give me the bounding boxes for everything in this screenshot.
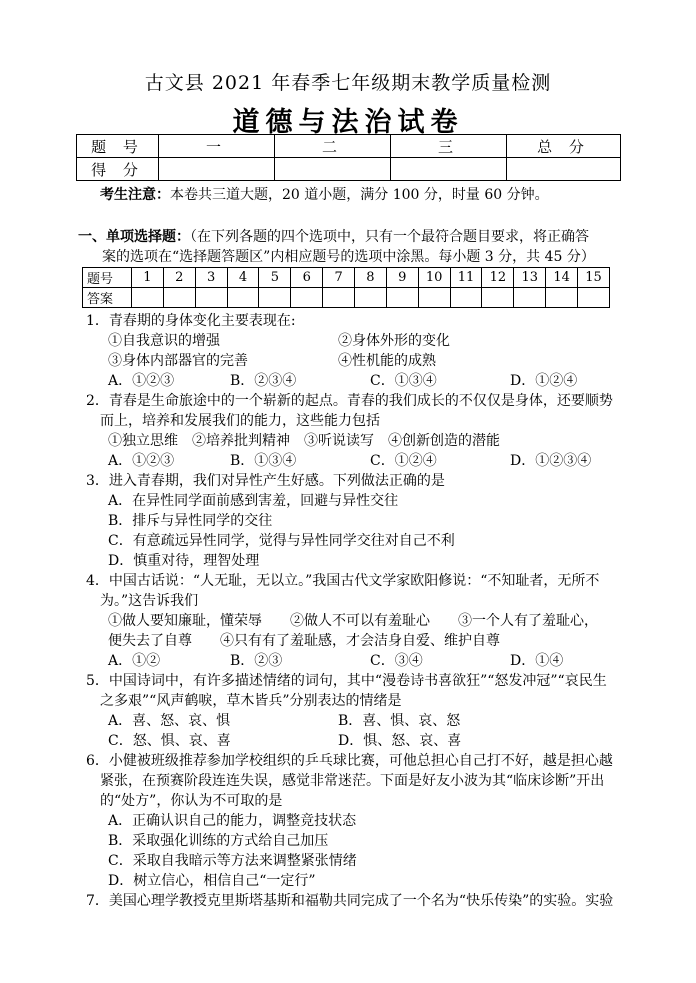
question-5 <box>86 671 616 751</box>
question-number: 14 <box>546 268 578 288</box>
answer-cell <box>259 288 291 308</box>
question-number: 4 <box>227 268 259 288</box>
option: B．①③④ <box>230 453 297 469</box>
section-instruction-line2: 案的选项在“选择题答题区”内相应题号的选项中涂黑。每小题 3 分，共 45 分） <box>102 249 595 265</box>
question-stem: 4．中国古话说：“人无耻，无以立。”我国古代文学家欧阳修说：“不知耻者，无所不为。”这告诉我们 <box>86 573 600 609</box>
score-header-cell: 总 分 <box>507 135 621 158</box>
answer-cell <box>450 288 482 308</box>
score-cell <box>159 158 275 181</box>
option-row <box>86 711 616 731</box>
question-number: 13 <box>514 268 546 288</box>
option: C．③④ <box>370 653 423 669</box>
score-header-cell: 二 <box>275 135 391 158</box>
question-4 <box>86 571 616 671</box>
option: A．在异性同学面前感到害羞，回避与异性交往 <box>108 493 399 509</box>
answer-cell <box>386 288 418 308</box>
notice-label: 考生注意： <box>100 187 170 203</box>
score-table-header-row <box>77 135 621 158</box>
score-table <box>76 134 621 181</box>
exam-title-line2: 道德与法治试卷 <box>232 107 464 138</box>
option-row <box>86 451 616 471</box>
question-number: 11 <box>450 268 482 288</box>
section-heading: 一、单项选择题： <box>78 229 190 245</box>
answer-cell <box>227 288 259 308</box>
score-cell <box>275 158 391 181</box>
answer-cell <box>546 288 578 308</box>
option: A．正确认识自己的能力，调整竞技状态 <box>108 813 357 829</box>
option: D．①②④ <box>510 373 578 389</box>
score-header-cell: 三 <box>391 135 507 158</box>
question-6 <box>86 751 616 891</box>
option: D．①②③④ <box>510 453 592 469</box>
option: B．②③④ <box>230 373 297 389</box>
option: C．怒、惧、哀、喜 <box>108 733 231 749</box>
answer-cell <box>514 288 546 308</box>
question-number: 9 <box>386 268 418 288</box>
question-number: 10 <box>418 268 450 288</box>
statement: ③身体内部器官的完善 <box>108 353 248 369</box>
option: A．①② <box>108 653 161 669</box>
question-list <box>86 311 616 911</box>
option: A．喜、怒、哀、惧 <box>108 713 231 729</box>
question-number: 15 <box>578 268 610 288</box>
answer-number-row <box>83 268 610 288</box>
question-number: 8 <box>355 268 387 288</box>
option: D．树立信心，相信自己“一定行” <box>108 873 316 889</box>
score-cell <box>507 158 621 181</box>
option: B．采取强化训练的方式给自己加压 <box>108 833 329 849</box>
question-1 <box>86 311 616 391</box>
answer-cell <box>578 288 610 308</box>
question-stem: 3．进入青春期，我们对异性产生好感。下列做法正确的是 <box>86 473 445 489</box>
option: C．①②④ <box>370 453 437 469</box>
answer-cell <box>482 288 514 308</box>
question-number: 1 <box>132 268 164 288</box>
statement-line: ①独立思维 ②培养批判精神 ③听说读写 ④创新创造的潜能 <box>108 433 500 449</box>
option: B．②③ <box>230 653 283 669</box>
question-7 <box>86 891 616 911</box>
question-number: 2 <box>163 268 195 288</box>
candidate-notice <box>100 184 549 204</box>
option-row <box>86 651 616 671</box>
question-number: 7 <box>323 268 355 288</box>
option: D．慎重对待，理智处理 <box>108 553 260 569</box>
option-row <box>86 731 616 751</box>
question-3 <box>86 471 616 571</box>
score-cell <box>391 158 507 181</box>
question-number: 3 <box>195 268 227 288</box>
answer-cell <box>355 288 387 308</box>
score-header-cell: 题 号 <box>77 135 159 158</box>
statement: ②身体外形的变化 <box>338 333 450 349</box>
answer-cell <box>291 288 323 308</box>
statement-line: 便失去了自尊 ④只有有了羞耻感，才会洁身自爱、维护自尊 <box>108 633 500 649</box>
statement-row <box>86 331 616 351</box>
section-instruction-line1: （在下列各题的四个选项中，只有一个最符合题目要求，将正确答 <box>190 229 589 245</box>
section-instructions <box>78 227 618 267</box>
statement: ④性机能的成熟 <box>338 353 436 369</box>
option: B．喜、惧、哀、怒 <box>338 713 461 729</box>
option: A．①②③ <box>108 373 175 389</box>
answer-cell <box>163 288 195 308</box>
score-header-cell: 一 <box>159 135 275 158</box>
option: A．①②③ <box>108 453 175 469</box>
exam-title-line1: 古文县 2021 年春季七年级期末教学质量检测 <box>144 72 552 94</box>
answer-row-label: 题号 <box>83 268 132 288</box>
statement-line: ①做人要知廉耻，懂荣辱 ②做人不可以有羞耻心 ③一个人有了羞耻心， <box>108 613 598 629</box>
answer-cell <box>323 288 355 308</box>
question-stem: 5．中国诗词中，有许多描述情绪的词句，其中“漫卷诗书喜欲狂”“怒发冲冠”“哀民生之多艰”“风声鹤唳，草木皆兵”分别表达的情绪是 <box>86 673 607 709</box>
question-2 <box>86 391 616 471</box>
option: B．排斥与异性同学的交往 <box>108 513 273 529</box>
option: D．惧、怒、哀、喜 <box>338 733 462 749</box>
option-row <box>86 371 616 391</box>
answer-blank-row <box>83 288 610 308</box>
answer-row-label: 答案 <box>83 288 132 308</box>
answer-cell <box>418 288 450 308</box>
statement: ①自我意识的增强 <box>108 333 220 349</box>
statement-row <box>86 351 616 371</box>
question-number: 6 <box>291 268 323 288</box>
question-stem: 6．小健被班级推荐参加学校组织的乒乓球比赛，可他总担心自己打不好，越是担心越紧张，在预赛阶段连连失误，感觉非常迷茫。下面是好友小波为其“临床诊断”开出的“处方”，你认为不可取的是 <box>86 753 613 809</box>
question-stem: 1．青春期的身体变化主要表现在: <box>86 313 296 329</box>
question-stem: 2．青春是生命旅途中的一个崭新的起点。青春的我们成长的不仅仅是身体，还要顺势而上，培养和发展我们的能力，这些能力包括 <box>86 393 613 429</box>
option: D．①④ <box>510 653 564 669</box>
option: C．①③④ <box>370 373 437 389</box>
option: C．采取自我暗示等方法来调整紧张情绪 <box>108 853 357 869</box>
question-number: 12 <box>482 268 514 288</box>
score-label-cell: 得 分 <box>77 158 159 181</box>
question-stem: 7．美国心理学教授克里斯塔基斯和福勒共同完成了一个名为“快乐传染”的实验。实验 <box>86 893 614 909</box>
notice-text: 本卷共三道大题，20 道小题，满分 100 分，时量 60 分钟。 <box>170 187 549 203</box>
answer-table <box>82 267 610 308</box>
answer-cell <box>195 288 227 308</box>
question-number: 5 <box>259 268 291 288</box>
option: C．有意疏远异性同学，觉得与异性同学交往对自己不利 <box>108 533 455 549</box>
answer-cell <box>132 288 164 308</box>
score-table-score-row <box>77 158 621 181</box>
